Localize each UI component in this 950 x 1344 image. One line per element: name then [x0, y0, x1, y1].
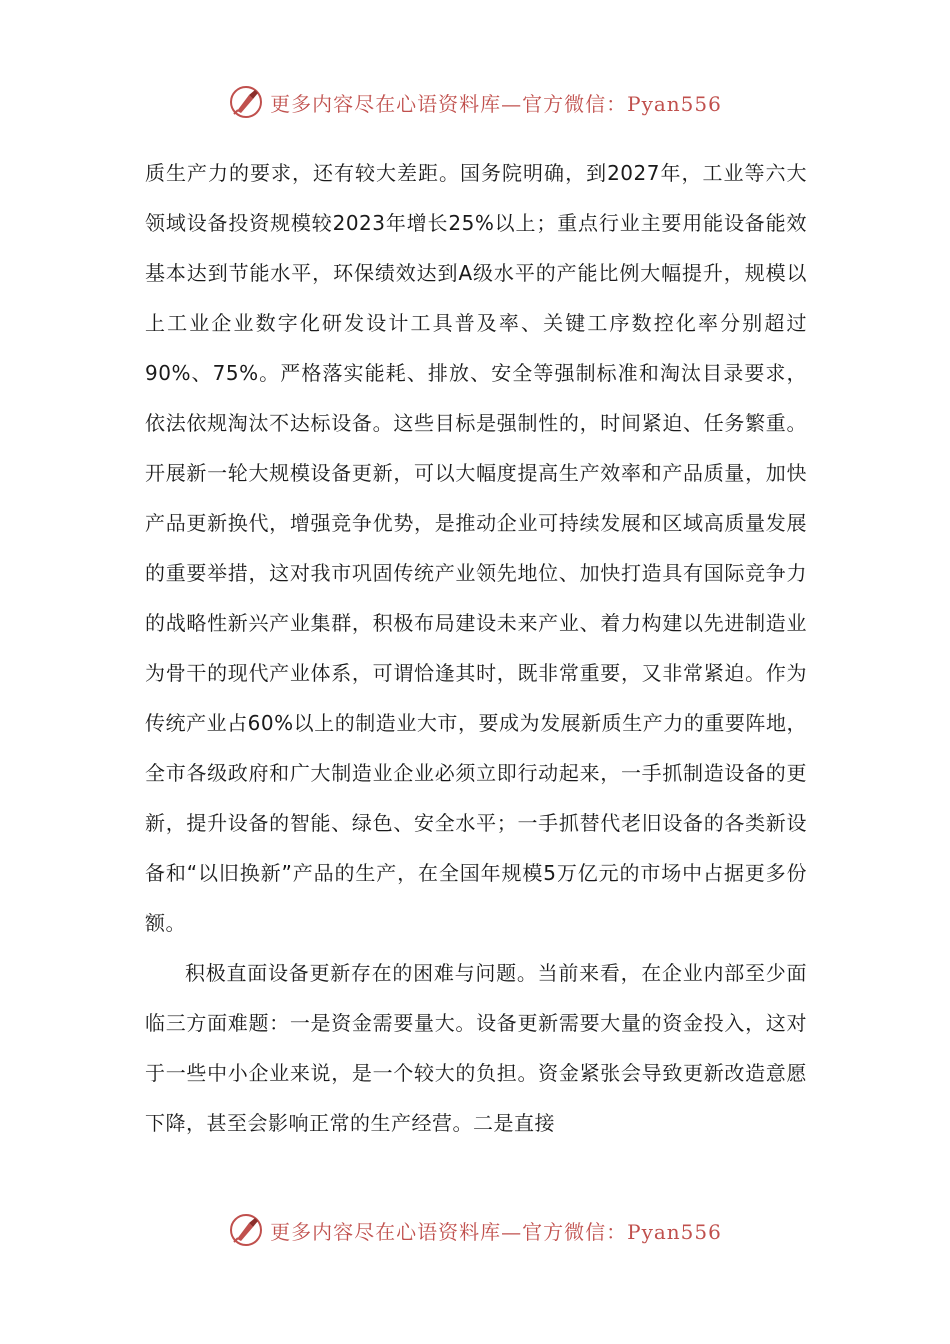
paragraph: 积极直面设备更新存在的困难与问题。当前来看，在企业内部至少面临三方面难题：一是资金需要量大。设备更新需要大量的资金投入，这对于一些中小企业来说，是一个较大的负担。资金紧张会导致更新改造意愿下降，甚至会影响正常的生产经营。二是直接 [145, 961, 807, 1135]
pen-nib-logo-icon [228, 84, 264, 120]
footer-watermark [0, 1210, 950, 1250]
document-body [145, 148, 807, 1148]
pen-nib-logo-icon [228, 1212, 264, 1248]
header-watermark [0, 82, 950, 122]
paragraph: 质生产力的要求，还有较大差距。国务院明确，到2027年，工业等六大领域设备投资规模较2023年增长25%以上；重点行业主要用能设备能效基本达到节能水平，环保绩效达到A级水平的产能比例大幅提升，规模以上工业企业数字化研发设计工具普及率、关键工序数控化率分别超过90%、75%。严格落实能耗、排放、安全等强制标准和淘汰目录要求，依法依规淘汰不达标设备。这些目标是强制性的，时间紧迫、任务繁重。开展新一轮大规模设备更新，可以大幅度提高生产效率和产品质量，加快产品更新换代，增强竞争优势，是推动企业可持续发展和区域高质量发展的重要举措，这对我市巩固传统产业领先地位、加快打造具有国际竞争力的战略性新兴产业集群，积极布局建设未来产业、着力构建以先进制造业为骨干的现代产业体系，可谓恰逢其时，既非常重要，又非常紧迫。作为传统产业占60%以上的制造业大市，要成为发展新质生产力的重要阵地，全市各级政府和广大制造业企业必须立即行动起来，一手抓制造设备的更新，提升设备的智能、绿色、安全水平；一手抓替代老旧设备的各类新设备和“以旧换新”产品的生产，在全国年规模5万亿元的市场中占据更多份额。 [145, 161, 807, 935]
watermark-text: 更多内容尽在心语资料库—官方微信：Pyan556 [270, 1219, 722, 1244]
watermark-text: 更多内容尽在心语资料库—官方微信：Pyan556 [270, 91, 722, 116]
